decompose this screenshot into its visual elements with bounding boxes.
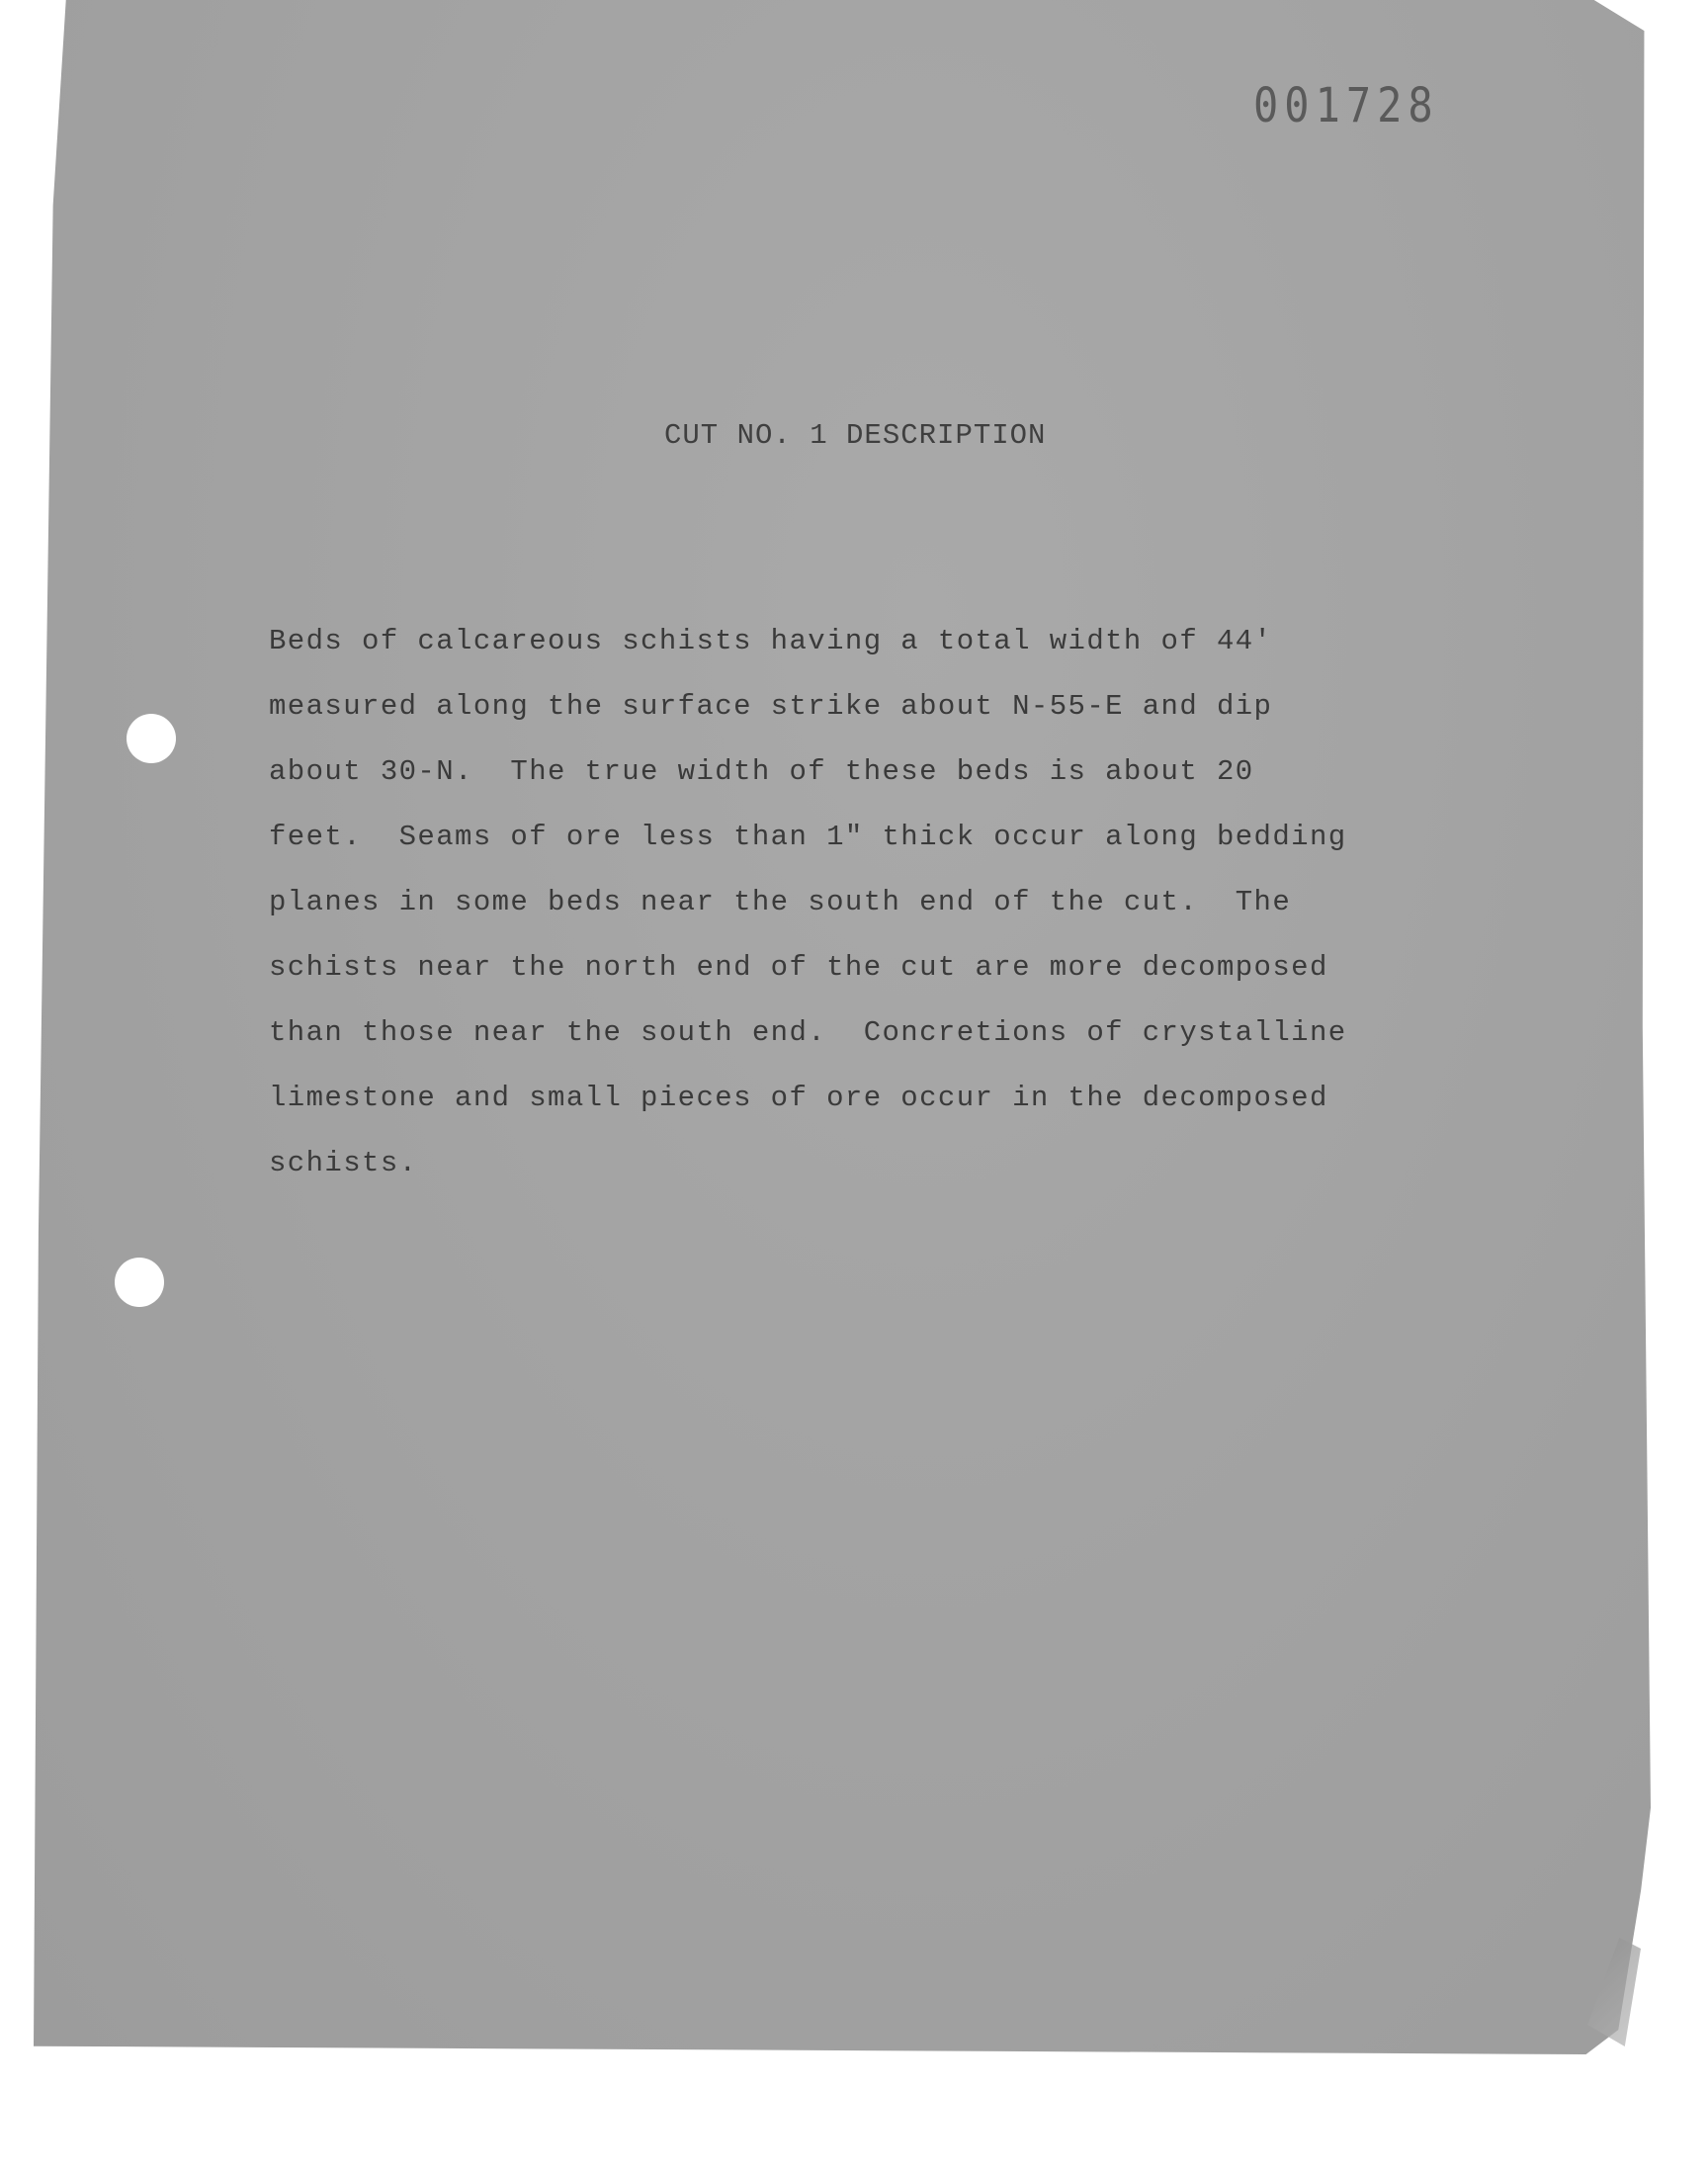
punch-hole-top [127,714,176,763]
body-line: Beds of calcareous schists having a total width of 44' [269,625,1273,657]
body-line: schists near the north end of the cut are more decomposed [269,951,1328,984]
body-line: about 30-N. The true width of these beds is about 20 [269,755,1254,788]
document-title: CUT NO. 1 DESCRIPTION [664,419,1047,452]
body-line: schists. [269,1147,418,1179]
body-line: planes in some beds near the south end of the cut. The [269,886,1292,918]
body-line: feet. Seams of ore less than 1" thick occur along bedding [269,821,1347,853]
document-number: 001728 [1253,77,1439,133]
document-body [269,609,1435,1196]
body-line: measured along the surface strike about N-55-E and dip [269,690,1273,723]
body-line: than those near the south end. Concretions of crystalline [269,1016,1347,1049]
punch-hole-bottom [115,1258,164,1307]
body-line: limestone and small pieces of ore occur in the decomposed [269,1082,1328,1114]
